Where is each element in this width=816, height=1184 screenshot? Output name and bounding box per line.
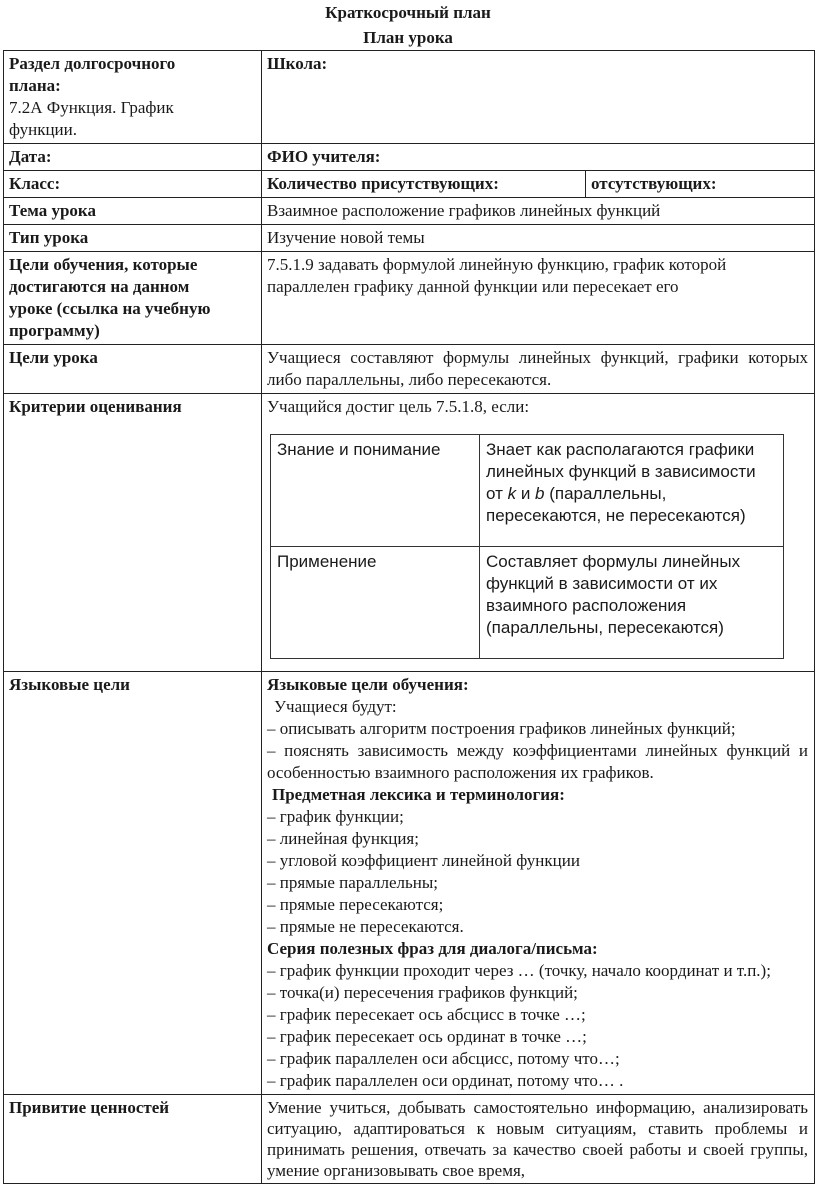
phrase-item: – график пересекает ось абсцисс в точке …;: [267, 1005, 586, 1024]
row-lesson-goals: [4, 345, 815, 394]
criteria-desc-line: Знает как располагаются графики: [486, 440, 755, 459]
criteria-row: [271, 435, 784, 547]
criteria-desc-line: [486, 483, 777, 505]
topic-label: Тема урока: [4, 198, 262, 225]
row-date: [4, 144, 815, 171]
criteria-table: [270, 434, 784, 659]
vocab-item: – прямые пересекаются;: [267, 895, 444, 914]
row-class: [4, 171, 815, 198]
text-fragment: и: [516, 484, 536, 503]
row-objectives: [4, 252, 815, 345]
criteria-desc: [480, 435, 784, 547]
vocab-item: – угловой коэффициент линейной функции: [267, 851, 580, 870]
criteria-desc-line: Составляет формулы линейных: [486, 552, 741, 571]
type-label: Тип урока: [4, 225, 262, 252]
vocab-heading: Предметная лексика и терминология:: [272, 785, 565, 804]
school-cell: [262, 51, 815, 144]
variable-k: k: [507, 484, 517, 503]
criteria-desc-line: (параллельны, пересекаются): [486, 618, 724, 637]
criteria-desc-line: взаимного расположения: [486, 596, 687, 615]
language-label: Языковые цели: [4, 672, 262, 1095]
criteria-cell: [262, 394, 815, 672]
students-will: Учащиеся будут:: [274, 697, 397, 716]
topic-value: Взаимное расположение графиков линейных функций: [262, 198, 815, 225]
row-language: [4, 672, 815, 1095]
values-label: Привитие ценностей: [4, 1095, 262, 1184]
teacher-label: ФИО учителя:: [262, 144, 815, 171]
objectives-label-cell: [4, 252, 262, 345]
row-values: [4, 1095, 815, 1184]
section-value-line2: функции.: [9, 120, 77, 139]
criteria-name: Применение: [271, 547, 480, 659]
date-label: Дата:: [4, 144, 262, 171]
row-type: [4, 225, 815, 252]
row-criteria: [4, 394, 815, 672]
language-goal: – описывать алгоритм построения графиков линейных функций;: [267, 719, 736, 738]
objectives-label-line1: Цели обучения, которые: [9, 255, 198, 274]
type-value: Изучение новой темы: [262, 225, 815, 252]
phrase-item: – график параллелен оси абсцисс, потому что…;: [267, 1049, 620, 1068]
objectives-label-line3: уроке (ссылка на учебную: [9, 299, 211, 318]
objectives-label-line4: программу): [9, 321, 100, 340]
vocab-item: – прямые не пересекаются.: [267, 917, 464, 936]
phrase-item: – график параллелен оси ординат, потому что… .: [267, 1071, 624, 1090]
language-heading: Языковые цели обучения:: [267, 675, 469, 694]
variable-b: b: [535, 484, 545, 503]
lesson-plan-table: [3, 50, 815, 1184]
vocab-item: – прямые параллельны;: [267, 873, 438, 892]
language-goal: – пояснять зависимость между коэффициентами линейных функций и особенностью взаимного расположения их графиков.: [267, 741, 808, 782]
phrase-item: – график функции проходит через … (точку, начало координат и т.п.);: [267, 961, 771, 980]
lesson-goals-label: Цели урока: [4, 345, 262, 394]
absent-label: отсутствующих:: [586, 171, 815, 198]
text-fragment: (параллельны,: [544, 484, 667, 503]
criteria-desc: [480, 547, 784, 659]
criteria-label: Критерии оценивания: [4, 394, 262, 672]
school-label: Школа:: [267, 54, 328, 73]
section-label-cell: [4, 51, 262, 144]
phrase-item: – точка(и) пересечения графиков функций;: [267, 983, 578, 1002]
language-cell: [262, 672, 815, 1095]
criteria-name: Знание и понимание: [271, 435, 480, 547]
document-subtitle: План урока: [363, 28, 453, 47]
row-section: [4, 51, 815, 144]
objectives-label-line2: достигаются на данном: [9, 277, 190, 296]
criteria-intro: Учащийся достиг цель 7.5.1.8, если:: [267, 397, 530, 416]
vocab-item: – график функции;: [267, 807, 404, 826]
document-title: Краткосрочный план: [325, 3, 491, 22]
section-value-line1: 7.2А Функция. График: [9, 98, 174, 117]
criteria-row: [271, 547, 784, 659]
section-label-line2: плана:: [9, 76, 61, 95]
criteria-desc-line: линейных функций в зависимости: [486, 462, 756, 481]
text-fragment: от: [486, 484, 508, 503]
class-label: Класс:: [4, 171, 262, 198]
section-label-line1: Раздел долгосрочного: [9, 54, 176, 73]
values-value: Умение учиться, добывать самостоятельно информацию, анализировать ситуацию, адаптироваться к новым ситуациям, ставить проблемы и принимать решения, отвечать за качество своей работы и своей группы, умение организовывать свое время,: [262, 1095, 815, 1184]
row-topic: [4, 198, 815, 225]
criteria-desc-line: пересекаются, не пересекаются): [486, 506, 746, 525]
criteria-desc-line: функций в зависимости от их: [486, 574, 718, 593]
phrase-item: – график пересекает ось ординат в точке …;: [267, 1027, 587, 1046]
vocab-item: – линейная функция;: [267, 829, 419, 848]
lesson-goals-value: Учащиеся составляют формулы линейных функций, графики которых либо параллельны, либо пересекаются.: [262, 345, 815, 394]
objectives-value: 7.5.1.9 задавать формулой линейную функцию, график которой параллелен графику данной функции или пересекает его: [262, 252, 815, 345]
phrases-heading: Серия полезных фраз для диалога/письма:: [267, 939, 598, 958]
present-label: Количество присутствующих:: [262, 171, 586, 198]
